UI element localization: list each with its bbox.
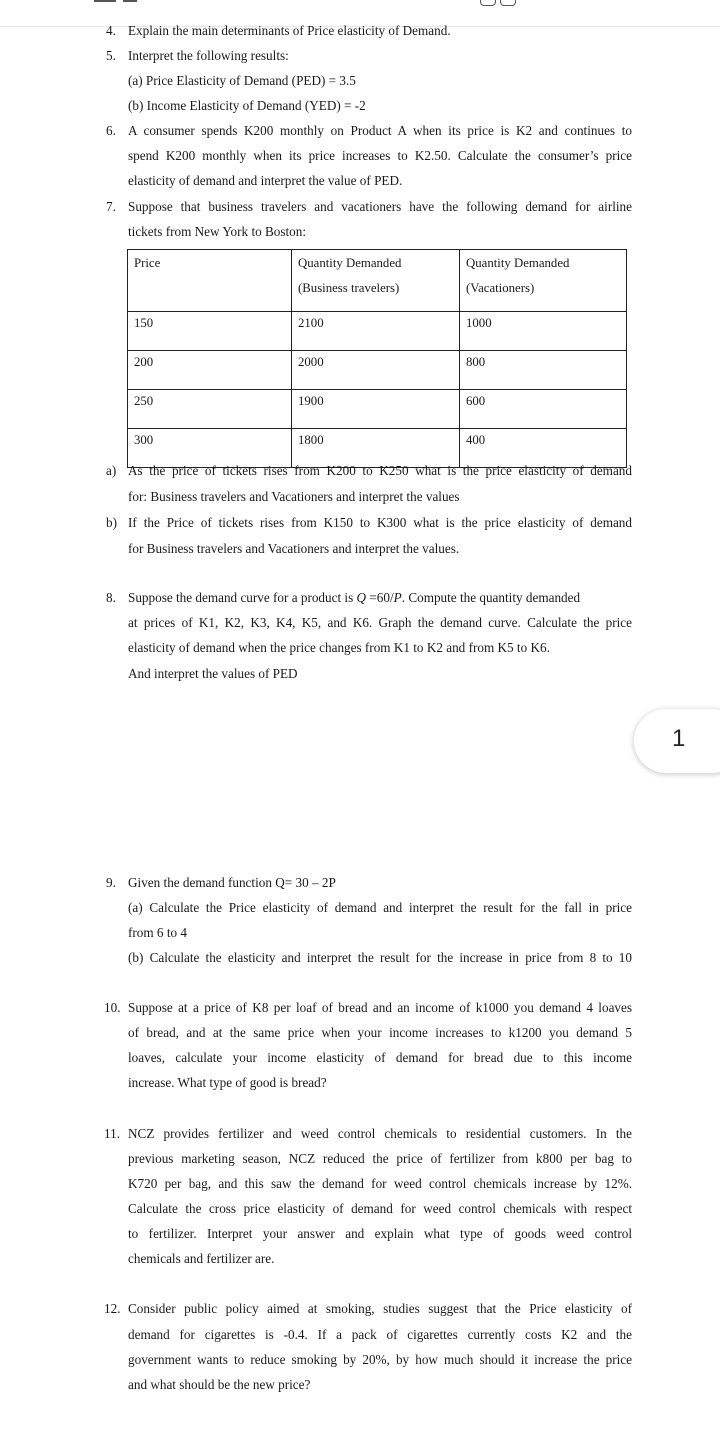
table-cell: 300 [128,429,292,468]
question-number: 4. [106,23,116,38]
question-text: Explain the main determinants of Price elasticity of Demand. [128,23,451,38]
question-line: demand for cigarettes is -0.4. If a pack of cigarettes currently costs K2 and the [128,1327,632,1342]
table-header-cell: Quantity Demanded (Vacationers) [460,250,627,312]
question-line: from 6 to 4 [128,925,187,940]
question-line: chemicals and fertilizer are. [128,1251,275,1266]
toolbar-underline [94,0,116,2]
question-number: 5. [106,48,116,63]
question-line: at prices of K1, K2, K3, K4, K5, and K6. Graph the demand curve. Calculate the price [128,615,632,630]
question-line: A consumer spends K200 monthly on Product A when its price is K2 and continues to [128,123,632,138]
table-cell: 800 [460,351,627,390]
table-cell: 600 [460,390,627,429]
question-line: spend K200 monthly when its price increases to K2.50. Calculate the consumer’s price [128,148,632,163]
table-cell: 1000 [460,312,627,351]
sub-question-b: (b) Income Elasticity of Demand (YED) = -2 [128,98,366,113]
table-cell: 150 [128,312,292,351]
table-cell: 2000 [292,351,460,390]
table-cell: 250 [128,390,292,429]
table-header-row [128,250,627,312]
question-line: If the Price of tickets rises from K150 to K300 what is the price elasticity of demand [128,515,632,530]
question-line: for Business travelers and Vacationers and interpret the values. [128,541,460,556]
question-line: NCZ provides fertilizer and weed control chemicals to residential customers. In the [128,1126,632,1141]
table-header-cell: Price [128,250,292,312]
table-cell: 2100 [292,312,460,351]
table-cell: 1900 [292,390,460,429]
question-line: for: Business travelers and Vacationers and interpret the values [128,489,460,504]
question-number: 8. [106,590,116,605]
question-line: (a) Calculate the Price elasticity of demand and interpret the result for the fall in price [128,900,632,915]
sub-question-a: (a) Price Elasticity of Demand (PED) = 3.5 [128,73,356,88]
question-line: Suppose at a price of K8 per loaf of bread and an income of k1000 you demand 4 loaves [128,1000,632,1015]
question-line: increase. What type of good is bread? [128,1075,327,1090]
table-cell: 400 [460,429,627,468]
table-cell: 200 [128,351,292,390]
question-line: loaves, calculate your income elasticity of demand for bread due to this income [128,1050,632,1065]
question-line: tickets from New York to Boston: [128,224,307,239]
question-text: Given the demand function Q= 30 – 2P [128,875,336,890]
toolbar-button-icon[interactable] [500,0,516,6]
question-number: 6. [106,123,116,138]
sub-question-label: b) [106,515,117,530]
question-line: And interpret the values of PED [128,666,298,681]
question-line: elasticity of demand and interpret the value of PED. [128,173,403,188]
question-line: (b) Calculate the elasticity and interpret the result for the increase in price from 8 to 10 [128,950,632,965]
table-header-cell: Quantity Demanded (Business travelers) [292,250,460,312]
question-line: Suppose that business travelers and vacationers have the following demand for airline [128,199,632,214]
question-line: previous marketing season, NCZ reduced the price of fertilizer from k800 per bag to [128,1151,632,1166]
question-number: 12. [104,1301,121,1316]
question-number: 10. [104,1000,121,1015]
question-line: Consider public policy aimed at smoking, studies suggest that the Price elasticity of [128,1301,632,1316]
question-line: of bread, and at the same price when your income increases to k1200 you demand 5 [128,1025,632,1040]
question-line: Calculate the cross price elasticity of demand for weed control chemicals with respect [128,1201,632,1216]
question-line: and what should be the new price? [128,1377,311,1392]
question-line: elasticity of demand when the price changes from K1 to K2 and from K5 to K6. [128,640,550,655]
toolbar-underline [123,0,137,2]
question-line: government wants to reduce smoking by 20%, by how much should it increase the price [128,1352,632,1367]
sub-question-label: a) [106,463,117,478]
demand-table [127,249,627,468]
question-line: Suppose the demand curve for a product is Q =60/P. Compute the quantity demanded [128,590,581,605]
question-number: 7. [106,199,116,214]
question-number: 11. [104,1126,120,1141]
page-number-indicator[interactable]: 1 [634,709,720,773]
question-line: As the price of tickets rises from K200 to K250 what is the price elasticity of demand [128,463,632,478]
table-row [128,312,627,351]
toolbar-button-icon[interactable] [480,0,496,6]
question-text: Interpret the following results: [128,48,289,63]
question-line: K720 per bag, and this saw the demand for weed control chemicals increase by 12%. [128,1176,632,1191]
question-line: to fertilizer. Interpret your answer and explain what type of goods weed control [128,1226,632,1241]
table-row [128,390,627,429]
table-row [128,351,627,390]
question-number: 9. [106,875,116,890]
table-cell: 1800 [292,429,460,468]
